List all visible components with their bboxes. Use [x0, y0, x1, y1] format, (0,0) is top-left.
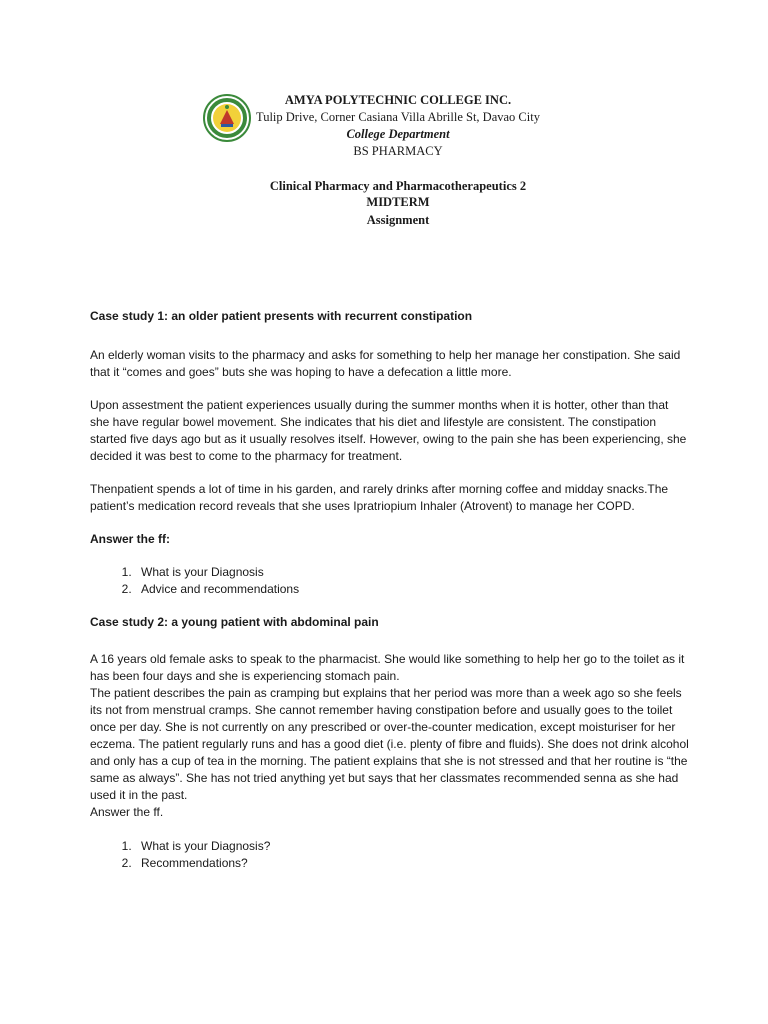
list-item: 2. Recommendations? [135, 855, 690, 872]
case1-paragraph-2: Upon assestment the patient experiences usually during the summer months when it is hotter, other than that she have regular bowel movement. She indicates that his diet and lifestyle are consistent. The constipation started five days ago but as it usually resolves itself. However, owing to the pain she has been experiencing, she decided it was best to come to the pharmacy for treatment. [90, 398, 687, 463]
case1-question-list [90, 564, 690, 598]
college-address: Tulip Drive, Corner Casiana Villa Abrille St, Davao City [256, 110, 540, 124]
case2-paragraph-2: The patient describes the pain as cramping but explains that her period was more than a week ago so she feels its not from menstrual cramps. She cannot remember having constipation before and usually goes to the toilet once per day. She is not currently on any prescribed or over-the-counter medication, except moisturiser for her eczema. The patient regularly runs and has a good diet (i.e. plenty of fibre and fluids). She does not drink alcohol and only has a cup of tea in the morning. The patient explains that she is not stressed and that her routine is “the same as always”. She has not tried anything yet but says that her classmates recommended senna as she had used it in the past. [90, 686, 689, 802]
case2-title: Case study 2: a young patient with abdominal pain [90, 615, 379, 629]
case2-paragraph-1: A 16 years old female asks to speak to the pharmacist. She would like something to help her go to the toilet as it has been four days and she is experiencing stomach pain. [90, 652, 685, 683]
assignment-label: Assignment [366, 213, 430, 227]
program-name: BS PHARMACY [353, 144, 443, 158]
college-seal-icon [203, 94, 251, 142]
department-name: College Department [346, 127, 450, 141]
document-header [0, 90, 768, 230]
list-item: 2. Advice and recommendations [135, 581, 690, 598]
document-body [90, 308, 690, 872]
case1-paragraph-1: An elderly woman visits to the pharmacy and asks for something to help her manage her constipation. She said that it “comes and goes” buts she was hoping to have a defecation a little more. [90, 348, 681, 379]
list-item: 1. What is your Diagnosis? [135, 838, 690, 855]
case1-title: Case study 1: an older patient presents with recurrent constipation [90, 309, 473, 323]
case2-question-list [90, 838, 690, 872]
course-title: Clinical Pharmacy and Pharmacotherapeutics 2 [269, 179, 527, 193]
case1-paragraph-3: Thenpatient spends a lot of time in his garden, and rarely drinks after morning coffee and midday snacks.The patient’s medication record reveals that she uses Ipratriopium Inhaler (Atrovent) to manage her COPD. [90, 482, 669, 513]
case1-answer-label: Answer the ff: [90, 532, 171, 546]
list-item: 1. What is your Diagnosis [135, 564, 690, 581]
term-label: MIDTERM [366, 195, 430, 209]
case2-answer-label: Answer the ff. [90, 805, 164, 819]
college-name: AMYA POLYTECHNIC COLLEGE INC. [284, 93, 512, 107]
